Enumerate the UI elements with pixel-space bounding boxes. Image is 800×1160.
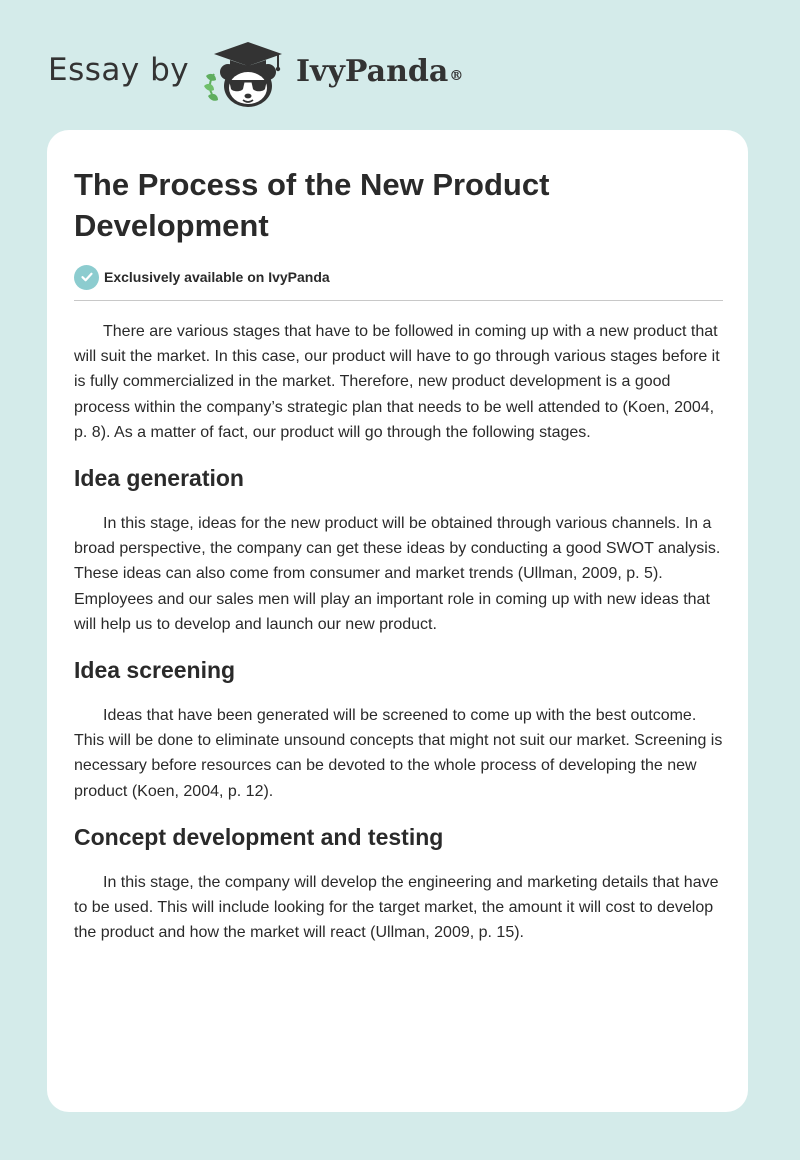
exclusive-label: Exclusively available on IvyPanda bbox=[104, 269, 330, 285]
exclusive-badge bbox=[74, 264, 723, 290]
section-body-concept-development: In this stage, the company will develop the engineering and marketing details that have to be used. This will include looking for the target market, the amount it will cost to develop the product and how the market will react (Ullman, 2009, p. 15). bbox=[74, 873, 719, 942]
page-title: The Process of the New Product Development bbox=[74, 167, 550, 243]
intro-paragraph: There are various stages that have to be followed in coming up with a new product that will suit the market. In this case, our product will have to go through various stages before it is fully commercialized in the market. Therefore, new product development is a good process within the company’s strategic plan that needs to be well attended to (Koen, 2004, p. 8). As a matter of fact, our product will go through the following stages. bbox=[74, 323, 720, 441]
registered-mark: ® bbox=[449, 68, 464, 84]
section-heading-concept-development: Concept development and testing bbox=[74, 823, 444, 850]
section-heading-idea-generation: Idea generation bbox=[74, 465, 244, 492]
brand-name[interactable] bbox=[296, 52, 463, 92]
section-body-idea-generation: In this stage, ideas for the new product will be obtained through various channels. In a broad perspective, the company can get these ideas by conducting a good SWOT analysis. These ideas can also come from consumer and market trends (Ullman, 2009, p. 5). Employees and our sales men will play an important role in coming up with new ideas that will help us to develop and launch our new product. bbox=[74, 515, 721, 633]
title-divider bbox=[74, 300, 723, 301]
site-header bbox=[0, 0, 800, 130]
brand-name-text: IvyPanda bbox=[296, 54, 449, 89]
article-card bbox=[47, 130, 748, 1112]
section-heading-idea-screening: Idea screening bbox=[74, 657, 236, 684]
panda-logo-icon[interactable] bbox=[200, 36, 292, 110]
article-content bbox=[74, 160, 723, 945]
section-body-idea-screening: Ideas that have been generated will be screened to come up with the best outcome. This will be done to eliminate unsound concepts that might not suit our market. Screening is necessary before resources can be devoted to the whole process of developing the new product (Koen, 2004, p. 12). bbox=[74, 707, 723, 800]
check-circle-icon bbox=[74, 265, 99, 290]
essay-by-label: Essay by bbox=[48, 52, 190, 88]
